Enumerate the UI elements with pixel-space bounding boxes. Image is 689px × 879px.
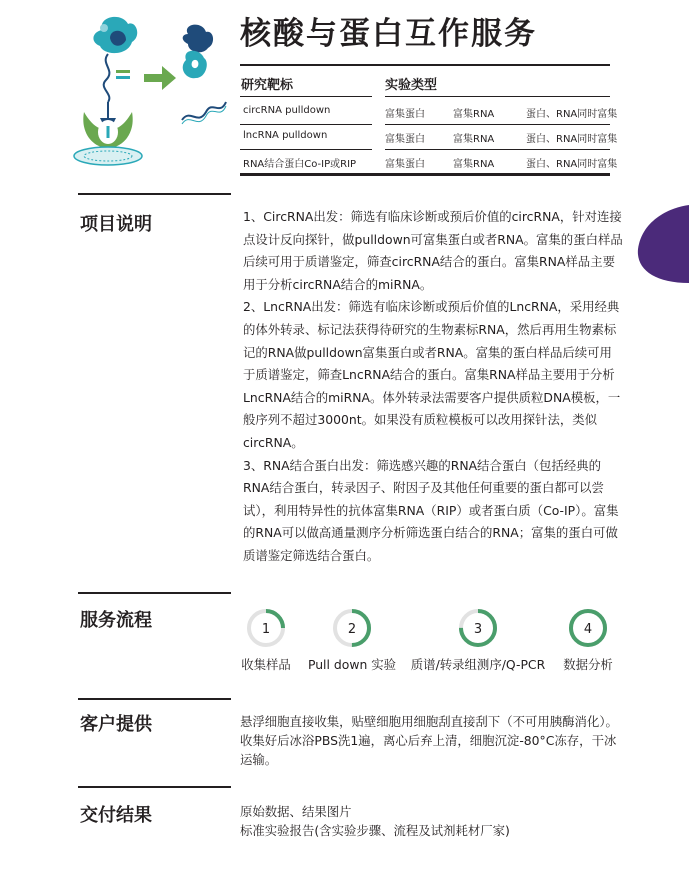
workflow-step-3 — [458, 608, 498, 652]
workflow-step-1 — [246, 608, 286, 652]
table-row-rule — [385, 124, 610, 125]
table-header-rule — [385, 96, 610, 97]
rna-right-icon — [182, 102, 226, 120]
customer-line: 悬浮细胞直接收集，贴壁细胞用细胞刮直接刮下（不可用胰酶消化）。 — [240, 714, 618, 729]
table-top-rule — [240, 64, 610, 66]
progress-ring-icon — [568, 608, 608, 648]
table-cell: 富集蛋白 — [385, 159, 425, 170]
section-rule — [78, 592, 231, 594]
customer-requirements — [240, 712, 630, 769]
table-row-target: lncRNA pulldown — [243, 130, 328, 141]
step-label: Pull down 实验 — [307, 657, 397, 672]
arrow-right-icon — [144, 66, 176, 90]
project-paragraph: 1、CircRNA出发：筛选有临床诊断或预后价值的circRNA，针对连接点设计反向探针，做pulldown可富集蛋白或者RNA。富集的蛋白样品后续可用于质谱鉴定，筛查circRNA结合的蛋白。富集RNA样品主要用于分析circRNA结合的miRNA。 — [243, 209, 623, 292]
table-cell: 富集蛋白 — [385, 109, 425, 120]
delivery-line: 标准实验报告(含实验步骤、流程及试剂耗材厂家) — [240, 823, 510, 838]
progress-ring-icon — [458, 608, 498, 648]
table-cell: 富集RNA — [453, 159, 495, 170]
table-row-rule — [385, 149, 610, 150]
table-header-rule — [240, 96, 372, 97]
table-cell: 蛋白、RNA同时富集 — [526, 109, 618, 120]
step-number: 1 — [261, 622, 271, 637]
pulldown-illustration — [70, 8, 235, 178]
section-rule — [78, 786, 231, 788]
project-description — [243, 206, 623, 568]
section-title-customer: 客户提供 — [80, 714, 152, 735]
protein-right-icon — [183, 25, 213, 79]
table-cell: 蛋白、RNA同时富集 — [526, 134, 618, 145]
progress-ring-icon — [332, 608, 372, 648]
table-row-rule — [240, 149, 372, 150]
col-header-target: 研究靶标 — [241, 78, 294, 93]
table-row-rule — [240, 124, 372, 125]
table-cell: 富集RNA — [453, 109, 495, 120]
table-cell: 蛋白、RNA同时富集 — [526, 159, 618, 170]
progress-ring-icon — [246, 608, 286, 648]
table-row-target: RNA结合蛋白Co-IP或RIP — [243, 159, 357, 170]
table-bottom-rule — [240, 173, 610, 176]
table-cell: 富集RNA — [453, 134, 495, 145]
decorative-shape — [636, 205, 689, 283]
protein-blob-icon — [93, 17, 137, 53]
workflow-step-2 — [332, 608, 372, 652]
delivery-line: 原始数据、结果图片 — [240, 804, 352, 819]
section-title-project: 项目说明 — [80, 214, 152, 235]
customer-line: 运输。 — [240, 752, 278, 767]
section-title-workflow: 服务流程 — [80, 610, 152, 631]
workflow-step-4 — [568, 608, 608, 652]
page-title: 核酸与蛋白互作服务 — [240, 16, 537, 52]
project-paragraph: 3、RNA结合蛋白出发：筛选感兴趣的RNA结合蛋白（包括经典的RNA结合蛋白，转录因子、附因子及其他任何重要的蛋白都可以尝试），利用特异性的抗体富集RNA（RIP）或者蛋白质（Co-IP）。富集的RNA可以做高通量测序分析筛选蛋白结合的RNA；富集的蛋白可做质谱鉴定筛选结合蛋白。 — [243, 457, 619, 563]
table-row-target: circRNA pulldown — [243, 105, 331, 116]
col-header-type: 实验类型 — [385, 78, 438, 93]
rna-strand-icon — [104, 54, 110, 102]
step-number: 4 — [583, 622, 593, 637]
customer-line: 收集好后冰浴PBS洗1遍，离心后弃上清，细胞沉淀-80°C冻存，干冰 — [240, 733, 617, 748]
section-rule — [78, 193, 231, 195]
section-title-delivery: 交付结果 — [80, 805, 152, 826]
step-label: 数据分析 — [563, 657, 613, 672]
section-rule — [78, 698, 231, 700]
table-cell: 富集蛋白 — [385, 134, 425, 145]
step-number: 2 — [347, 622, 357, 637]
project-paragraph: 2、LncRNA出发：筛选有临床诊断或预后价值的LncRNA，采用经典的体外转录、标记法获得待研究的生物素标RNA，然后再用生物素标记的RNA做pulldown富集蛋白或者RNA。富集的蛋白样品后续可用于质谱鉴定，筛查LncRNA结合的蛋白。富集RNA样品主要用于分析LncRNA结合的miRNA。体外转录法需要客户提供质粒DNA模板，一般序列不超过3000nt。如果没有质粒模板可以改用探针法，类似circRNA。 — [243, 299, 621, 450]
step-label: 收集样品 — [241, 657, 291, 672]
step-label: 质谱/转录组测序/Q-PCR — [410, 657, 546, 672]
delivery-results — [240, 802, 630, 840]
step-number: 3 — [473, 622, 483, 637]
